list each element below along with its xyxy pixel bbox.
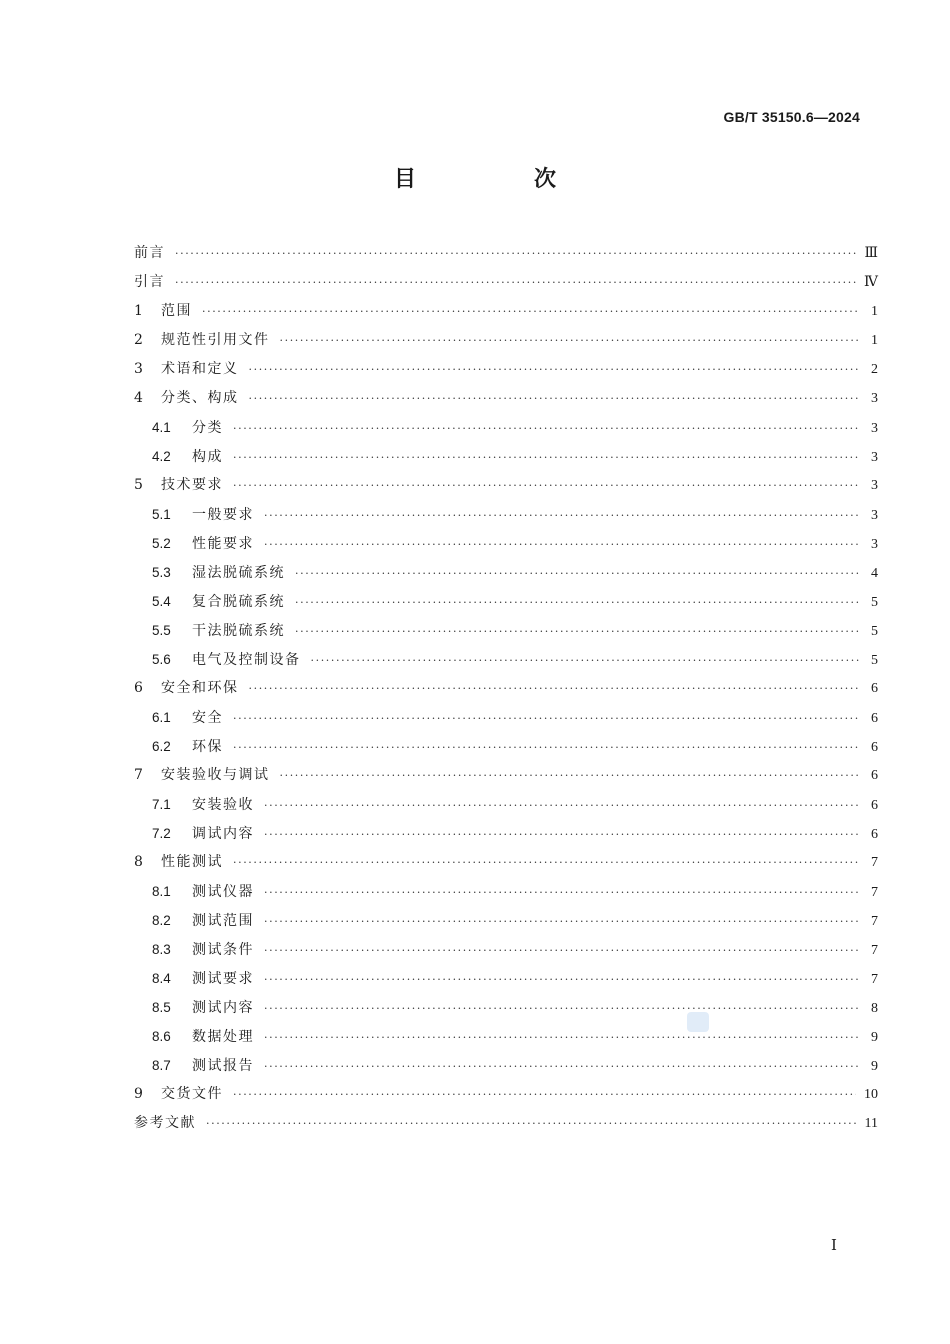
toc-entry-page: 6 — [871, 681, 878, 696]
toc-entry[interactable] — [134, 1051, 878, 1080]
toc-entry-number: 8.2 — [152, 913, 171, 928]
toc-entry[interactable] — [134, 442, 878, 471]
toc-entry-page: 7 — [871, 943, 878, 958]
toc-entry[interactable] — [134, 500, 878, 529]
toc-entry[interactable] — [134, 761, 878, 790]
dot-leader — [249, 355, 861, 384]
toc-entry[interactable] — [134, 384, 878, 413]
toc-entry-page: 9 — [871, 1030, 878, 1045]
toc-entry-number: 8.7 — [152, 1058, 171, 1073]
page-number: Ⅰ — [831, 1238, 837, 1254]
toc-entry[interactable] — [134, 326, 878, 355]
toc-entry[interactable] — [134, 413, 878, 442]
toc-entry-page: 7 — [871, 855, 878, 870]
toc-entry[interactable] — [134, 993, 878, 1022]
dot-leader — [295, 588, 860, 617]
toc-entry-title: 测试条件 — [192, 942, 254, 958]
toc-entry-title: 性能测试 — [161, 854, 223, 870]
dot-leader — [311, 646, 861, 675]
toc-entry[interactable] — [134, 790, 878, 819]
toc-entry[interactable] — [134, 1109, 878, 1138]
dot-leader — [264, 907, 860, 936]
toc-title: 目 次 — [393, 167, 604, 192]
toc-entry[interactable] — [134, 703, 878, 732]
dot-leader — [264, 936, 860, 965]
toc-entry-number: 3 — [134, 361, 143, 377]
toc-entry[interactable] — [134, 906, 878, 935]
toc-entry-title: 规范性引用文件 — [161, 332, 270, 348]
toc-entry-page: 1 — [871, 333, 878, 348]
toc-entry[interactable] — [134, 935, 878, 964]
dot-leader — [280, 326, 861, 355]
dot-leader — [295, 559, 860, 588]
toc-entry-title: 交货文件 — [161, 1086, 223, 1102]
toc-entry-number: 7.1 — [152, 797, 171, 812]
toc-entry-number: 1 — [134, 303, 143, 319]
dot-leader — [264, 501, 860, 530]
toc-entry-page: 3 — [871, 508, 878, 523]
toc-entry-title: 湿法脱硫系统 — [192, 565, 285, 581]
toc-entry[interactable] — [134, 558, 878, 587]
toc-entry[interactable] — [134, 964, 878, 993]
dot-leader — [233, 1080, 856, 1109]
toc-entry-title: 测试报告 — [192, 1058, 254, 1074]
toc-entry[interactable] — [134, 877, 878, 906]
toc-entry-title: 性能要求 — [192, 536, 254, 552]
toc-entry-page: 8 — [871, 1001, 878, 1016]
dot-leader — [233, 443, 860, 472]
toc-entry-page: 6 — [871, 711, 878, 726]
toc-entry-number: 8.6 — [152, 1029, 171, 1044]
toc-entry-page: 7 — [871, 914, 878, 929]
toc-entry-title: 复合脱硫系统 — [192, 594, 285, 610]
toc-entry-page: 6 — [871, 740, 878, 755]
toc-entry-number: 5 — [134, 477, 143, 493]
toc-entry-page: 7 — [871, 885, 878, 900]
toc-entry-title: 安装验收 — [192, 797, 254, 813]
toc-entry-page: 5 — [871, 653, 878, 668]
table-of-contents — [134, 239, 878, 1138]
toc-entry-number: 5.4 — [152, 594, 171, 609]
toc-entry-number: 6 — [134, 680, 143, 696]
toc-entry-title: 环保 — [192, 739, 223, 755]
toc-entry-page: 4 — [871, 566, 878, 581]
toc-entry-title: 范围 — [161, 303, 192, 319]
dot-leader — [264, 878, 860, 907]
toc-entry-title: 术语和定义 — [161, 361, 239, 377]
toc-entry-page: 6 — [871, 827, 878, 842]
toc-entry-page: 3 — [871, 478, 878, 493]
toc-entry-page: Ⅲ — [864, 246, 878, 261]
toc-entry-number: 4.1 — [152, 420, 171, 435]
toc-entry[interactable] — [134, 732, 878, 761]
dot-leader — [175, 268, 856, 297]
toc-entry-number: 9 — [134, 1086, 143, 1102]
toc-entry-title: 参考文献 — [134, 1115, 196, 1131]
toc-entry[interactable] — [134, 674, 878, 703]
toc-entry-number: 7 — [134, 767, 143, 783]
toc-entry-number: 8.4 — [152, 971, 171, 986]
dot-leader — [175, 239, 856, 268]
toc-entry[interactable] — [134, 1080, 878, 1109]
dot-leader — [249, 674, 861, 703]
toc-entry[interactable] — [134, 297, 878, 326]
toc-entry[interactable] — [134, 616, 878, 645]
toc-entry-page: 9 — [871, 1059, 878, 1074]
toc-entry-title: 技术要求 — [161, 477, 223, 493]
toc-entry-number: 6.2 — [152, 739, 171, 754]
toc-entry-page: 3 — [871, 391, 878, 406]
toc-entry[interactable] — [134, 1022, 878, 1051]
dot-leader — [249, 384, 861, 413]
toc-entry-number: 8.3 — [152, 942, 171, 957]
document-code: GB/T 35150.6—2024 — [723, 109, 860, 125]
toc-entry[interactable] — [134, 355, 878, 384]
toc-entry-page: 3 — [871, 421, 878, 436]
toc-entry-title: 测试要求 — [192, 971, 254, 987]
toc-entry-number: 6.1 — [152, 710, 171, 725]
toc-entry-number: 4 — [134, 390, 143, 406]
toc-entry-number: 4.2 — [152, 449, 171, 464]
dot-leader — [264, 530, 860, 559]
dot-leader — [264, 791, 860, 820]
toc-entry-title: 一般要求 — [192, 507, 254, 523]
toc-entry-title: 引言 — [134, 274, 165, 290]
toc-entry-page: 1 — [871, 304, 878, 319]
dot-leader — [295, 617, 860, 646]
dot-leader — [264, 1023, 860, 1052]
toc-entry-number: 2 — [134, 332, 143, 348]
dot-leader — [264, 820, 860, 849]
toc-entry-number: 5.1 — [152, 507, 171, 522]
toc-entry-number: 5.6 — [152, 652, 171, 667]
dot-leader — [264, 965, 860, 994]
dot-leader — [264, 1052, 860, 1081]
toc-entry-title: 分类、构成 — [161, 390, 239, 406]
toc-entry-title: 安全和环保 — [161, 680, 239, 696]
toc-entry-title: 安全 — [192, 710, 223, 726]
toc-entry-number: 8.1 — [152, 884, 171, 899]
toc-entry-page: 2 — [871, 362, 878, 377]
toc-entry-page: 10 — [864, 1087, 878, 1102]
toc-entry-title: 分类 — [192, 420, 223, 436]
toc-entry-title: 测试内容 — [192, 1000, 254, 1016]
toc-entry-page: Ⅳ — [864, 275, 878, 290]
toc-entry-number: 5.5 — [152, 623, 171, 638]
dot-leader — [206, 1109, 857, 1138]
toc-entry-number: 5.2 — [152, 536, 171, 551]
dot-leader — [233, 414, 860, 443]
toc-entry[interactable] — [134, 848, 878, 877]
toc-entry-page: 6 — [871, 798, 878, 813]
dot-leader — [233, 704, 860, 733]
toc-entry-page: 7 — [871, 972, 878, 987]
toc-entry-page: 6 — [871, 768, 878, 783]
toc-entry-page: 3 — [871, 450, 878, 465]
toc-entry[interactable] — [134, 529, 878, 558]
dot-leader — [202, 297, 860, 326]
toc-entry[interactable] — [134, 239, 878, 268]
toc-entry-title: 测试范围 — [192, 913, 254, 929]
toc-entry-page: 5 — [871, 595, 878, 610]
toc-entry-title: 干法脱硫系统 — [192, 623, 285, 639]
toc-entry-title: 调试内容 — [192, 826, 254, 842]
toc-entry[interactable] — [134, 268, 878, 297]
toc-entry-title: 构成 — [192, 449, 223, 465]
toc-entry[interactable] — [134, 587, 878, 616]
toc-entry-title: 安装验收与调试 — [161, 767, 270, 783]
toc-entry[interactable] — [134, 645, 878, 674]
toc-entry-page: 5 — [871, 624, 878, 639]
dot-leader — [233, 848, 860, 877]
toc-entry-title: 测试仪器 — [192, 884, 254, 900]
toc-entry-title: 前言 — [134, 245, 165, 261]
toc-entry-title: 数据处理 — [192, 1029, 254, 1045]
dot-leader — [233, 471, 860, 500]
dot-leader — [280, 761, 861, 790]
toc-entry[interactable] — [134, 819, 878, 848]
watermark-logo — [687, 1012, 709, 1032]
toc-entry[interactable] — [134, 471, 878, 500]
toc-entry-title: 电气及控制设备 — [192, 652, 301, 668]
toc-entry-number: 7.2 — [152, 826, 171, 841]
dot-leader — [264, 994, 860, 1023]
toc-entry-page: 11 — [864, 1116, 878, 1131]
dot-leader — [233, 733, 860, 762]
toc-entry-number: 8 — [134, 854, 143, 870]
toc-entry-page: 3 — [871, 537, 878, 552]
toc-entry-number: 5.3 — [152, 565, 171, 580]
toc-entry-number: 8.5 — [152, 1000, 171, 1015]
